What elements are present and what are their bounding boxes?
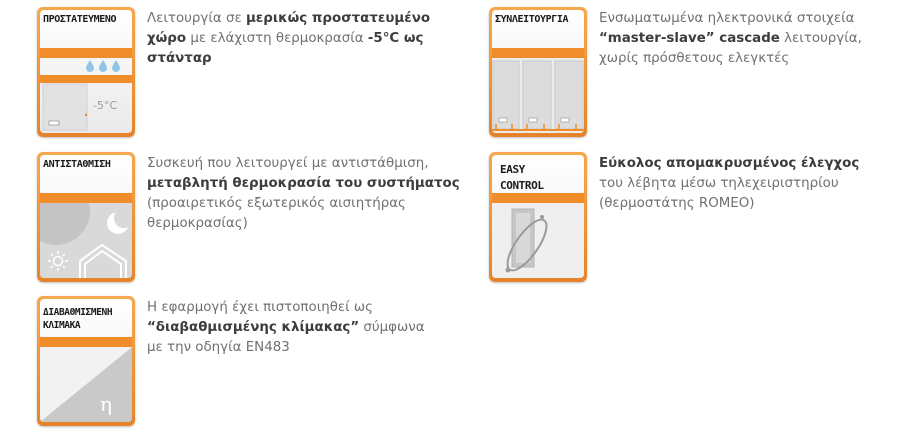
badge-band [40, 193, 132, 203]
compensation-badge [37, 152, 135, 282]
cascade-badge-title: ΣΥΝΛΕΙΤΟΥΡΓΙΑ [495, 14, 569, 25]
easy-control-description: Εύκολος απομακρυσμένος έλεγχος του λέβητα μέσω τηλεχειριστηρίου (θερμοστάτης ROMEO) [599, 156, 860, 211]
cascade-description: Ενσωματωμένα ηλεκτρονικά στοιχεία “master-slave” cascade λειτουργία, χωρίς πρόσθετους ελεγκτές [599, 11, 862, 66]
easy-control-badge-title: EASY CONTROL [500, 163, 544, 192]
remote-control-icon [492, 203, 584, 278]
easy-control-badge [489, 152, 587, 282]
badge-band [40, 337, 132, 347]
efficiency-eta-icon [40, 347, 132, 422]
water-drops-icon [86, 60, 120, 72]
cascade-boilers-icon [492, 58, 584, 133]
svg-text:-5°C: -5°C [93, 99, 118, 112]
compensation-badge-title: ΑΝΤΙΣΤΑΘΜΙΣΗ [43, 159, 111, 170]
badge-band [40, 48, 132, 58]
boiler-icon [40, 58, 132, 133]
protected-badge-title: ΠΡΟΣΤΑΤΕΥΜΕΝΟ [43, 14, 117, 25]
svg-text:η: η [100, 392, 112, 416]
protected-description: Λειτουργία σε μερικώς προστατευμένο χώρο με ελάχιστη θερμοκρασία -5°C ως στάνταρ [147, 11, 431, 66]
graded-scale-description: Η εφαρμογή έχει πιστοποιηθεί ως “διαβαθμισμένης κλίμακας” σύμφωνα με την οδηγία EN483 [147, 300, 425, 355]
graded-scale-badge-title: ΔΙΑΒΑΘΜΙΣΜΕΝΗ ΚΛΙΜΑΚΑ [43, 307, 113, 331]
graded-scale-badge [37, 296, 135, 426]
badge-band [492, 193, 584, 203]
compensation-description: Συσκευή που λειτουργεί με αντιστάθμιση, μεταβλητή θερμοκρασία του συστήματος (προαιρετικός εξωτερικός αισιητήρας θερμοκρασίας) [147, 156, 460, 231]
badge-band [492, 48, 584, 58]
protected-badge [37, 7, 135, 137]
cascade-badge [489, 7, 587, 137]
weather-compensation-icon [40, 203, 132, 278]
